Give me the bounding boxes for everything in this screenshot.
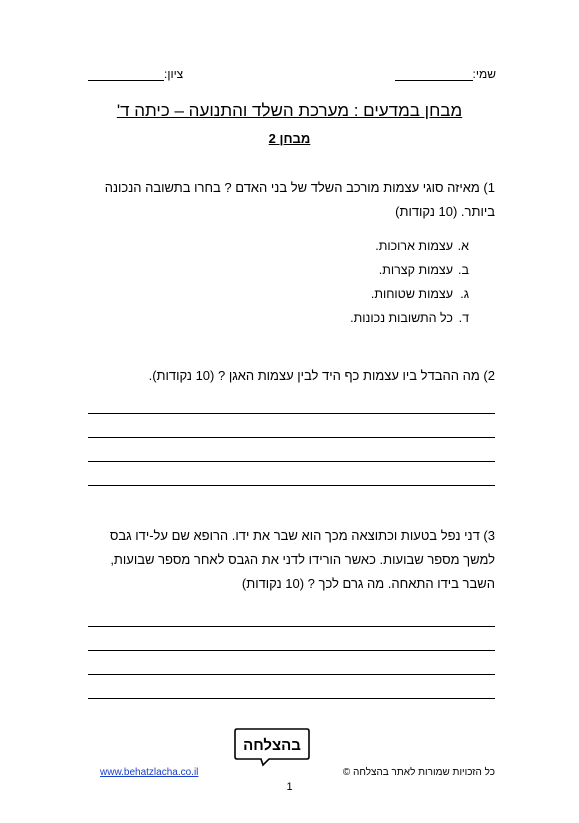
answer-line[interactable] — [88, 485, 495, 486]
option-a[interactable] — [350, 234, 469, 258]
exam-title: מבחן במדעים : מערכת השלד והתנועה – כיתה ד' — [116, 101, 463, 120]
answer-line[interactable] — [88, 461, 495, 462]
option-letter: ב. — [458, 263, 469, 277]
exam-subtitle: מבחן 2 — [268, 131, 311, 146]
name-field[interactable] — [395, 67, 496, 81]
option-text: עצמות קצרות. — [378, 263, 453, 277]
grade-label: ציון: — [164, 67, 184, 81]
option-letter: א. — [457, 239, 469, 253]
question-1: 1) מאיזה סוגי עצמות מורכב השלד של בני האדם ? בחרו בתשובה הנכונה ביותר. (10 נקודות) — [104, 180, 495, 219]
copyright-text: כל הזכויות שמורות לאתר בהצלחה © — [342, 767, 495, 778]
option-d[interactable] — [350, 306, 469, 330]
option-letter: ד. — [458, 311, 469, 325]
option-letter: ג. — [460, 287, 469, 301]
answer-line[interactable] — [88, 698, 495, 699]
answer-line[interactable] — [88, 626, 495, 627]
answer-line[interactable] — [88, 413, 495, 414]
logo-text: בהצלחה — [243, 737, 301, 754]
grade-field[interactable] — [88, 67, 183, 81]
answer-line[interactable] — [88, 674, 495, 675]
site-link[interactable]: www.behatzlacha.co.il — [100, 767, 199, 778]
question-2: 2) מה ההבדל ביו עצמות כף היד לבין עצמות האגן ? (10 נקודות). — [148, 368, 495, 383]
question-1-options — [350, 234, 469, 330]
header-row — [88, 67, 496, 85]
page-number: 1 — [286, 781, 293, 793]
name-blank-line[interactable] — [395, 68, 473, 81]
grade-blank-line[interactable] — [88, 68, 164, 81]
answer-line[interactable] — [88, 650, 495, 651]
option-b[interactable] — [350, 258, 469, 282]
question-3: 3) דני נפל בטעות וכתוצאה מכך הוא שבר את ידו. הרופא שם על-ידו גבס למשך מספר שבועות. כאשר הורידו לדני את הגבס לאחר מספר שבועות, השבר בידו התאחה. מה גרם לכך ? (10 נקודות) — [109, 528, 495, 591]
behatzlacha-logo — [233, 727, 311, 767]
name-label: שמי: — [472, 67, 496, 81]
option-text: עצמות ארוכות. — [375, 239, 453, 253]
answer-line[interactable] — [88, 437, 495, 438]
option-c[interactable] — [350, 282, 469, 306]
option-text: עצמות שטוחות. — [370, 287, 453, 301]
option-text: כל התשובות נכונות. — [350, 311, 453, 325]
